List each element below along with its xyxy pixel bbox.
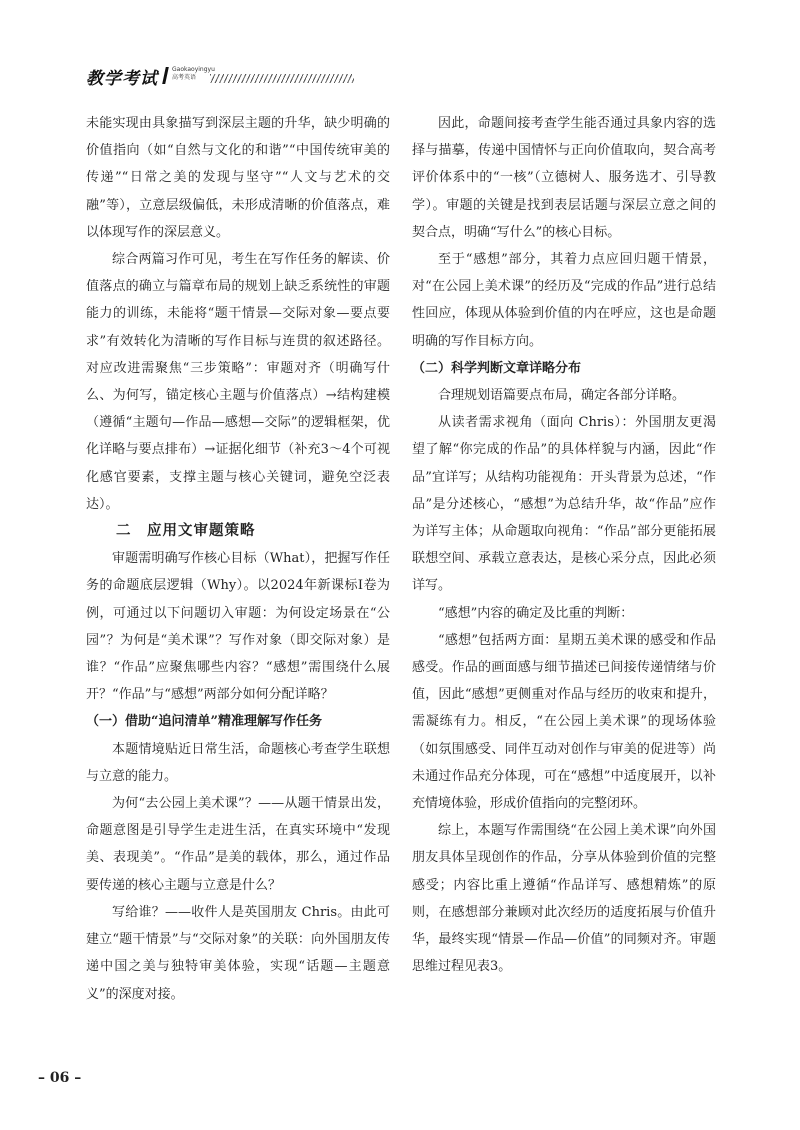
paragraph: 综上，本题写作需围绕“在公园上美术课”向外国朋友具体呈现创作的作品，分享从体验到价值的完整感受；内容比重上遵循“作品详写、感想精炼”的原则，在感想部分兼顾对此次经历的适度拓展与价值升华，最终实现“情景—作品—价值”的同频对齐。审题思维过程见表3。 (412, 823, 716, 975)
paragraph: 为何“去公园上美术课”？——从题干情景出发，命题意图是引导学生走进生活，在真实环境中“发现美、表现美”。“作品”是美的载体，那么，通过作品要传递的核心主题与立意是什么？ (86, 796, 390, 893)
subsection-heading: （一）借助“追问清单”精准理解写作任务 (86, 714, 322, 730)
paragraph: 综合两篇习作可见，考生在写作任务的解读、价值落点的确立与篇章布局的规划上缺乏系统性的审题能力的训练，未能将“题干情景—交际对象—要点要求”有效转化为清晰的写作目标与连贯的叙述路径。对应改进需聚焦“三步策略”：审题对齐（明确写什么、为何写，锚定核心主题与价值落点）→结构建模（遵循“主题句—作品—感想—交际”的逻辑框架，优化详略与要点排布）→证据化细节（补充3～4个可视化感官要素，支撑主题与核心关键词，避免空泛表达）。 (86, 252, 390, 512)
header-hatch-decoration (210, 74, 354, 83)
paragraph: 本题情境贴近日常生活，命题核心考查学生联想与立意的能力。 (86, 741, 390, 784)
page-number: – 06 – (38, 1070, 82, 1086)
paragraph: 合理规划语篇要点布局，确定各部分详略。 (438, 388, 686, 404)
left-column (86, 110, 390, 1008)
paragraph: “感想”包括两方面：星期五美术课的感受和作品感受。作品的画面感与细节描述已间接传递情绪与价值，因此“感想”更侧重对作品与经历的收束和提升，需凝练有力。相反，“在公园上美术课”的现场体验（如氛围感受、同伴互动对创作与审美的促进等）尚未通过作品充分体现，可在“感想”中适度展开，以补充情境体验，形成价值指向的完整闭环。 (412, 632, 716, 812)
paragraph: 未能实现由具象描写到深层主题的升华，缺少明确的价值指向（如“自然与文化的和谐”“中国传统审美的传递”“日常之美的发现与坚守”“人文与艺术的交融”等），立意层级偏低，未形成清晰的价值落点，难以体现写作的深层意义。 (86, 116, 390, 240)
paragraph: 至于“感想”部分，其着力点应回归题干情景，对“在公园上美术课”的经历及“完成的作品”进行总结性回应，体现从体验到价值的内在呼应，这也是命题明确的写作目标方向。 (412, 252, 716, 349)
right-column (412, 110, 716, 981)
paragraph: 审题需明确写作核心目标（What），把握写作任务的命题底层逻辑（Why）。以2024年新课标Ⅰ卷为例，可通过以下问题切入审题：为何设定场景在“公园”？为何是“美术课”？写作对象（即交际对象）是谁？“作品”应聚焦哪些内容？“感想”需围绕什么展开？“作品”与“感想”两部分如何分配详略？ (86, 551, 390, 703)
paragraph: 写给谁？——收件人是英国朋友 Chris。由此可建立“题干情景”与“交际对象”的关联：向外国朋友传递中国之美与独特审美体验，实现“话题—主题意义”的深度对接。 (86, 904, 390, 1002)
brand-divider (162, 67, 169, 84)
paragraph: “感想”内容的确定及比重的判断： (438, 605, 634, 621)
journal-brand: 教学考试 (86, 69, 158, 89)
journal-subtitle-pinyin: Gaokaoyingyu (172, 66, 215, 73)
subsection-heading: （二）科学判断文章详略分布 (412, 360, 582, 376)
paragraph: 从读者需求视角（面向 Chris）：外国朋友更渴望了解“你完成的作品”的具体样貌与内涵，因此“作品”宜详写；从结构功能视角：开头背景为总述，“作品”是分述核心，“感想”为总结升华，故“作品”应作为详写主体；从命题取向视角：“作品”部分更能拓展联想空间、承载立意表达，是核心采分点，因此必须详写。 (412, 415, 716, 594)
journal-subtitle (172, 66, 215, 82)
paragraph: 因此，命题间接考查学生能否通过具象内容的选择与描摹，传递中国情怀与正向价值取向，契合高考评价体系中的“一核”（立德树人、服务选才、引导教学）。审题的关键是找到表层话题与深层立意之间的契合点，明确“写什么”的核心目标。 (412, 116, 716, 240)
journal-subtitle-cn: 高考英语 (172, 74, 197, 81)
page-header (86, 64, 726, 90)
section-heading: 二 应用文审题策略 (116, 523, 256, 540)
